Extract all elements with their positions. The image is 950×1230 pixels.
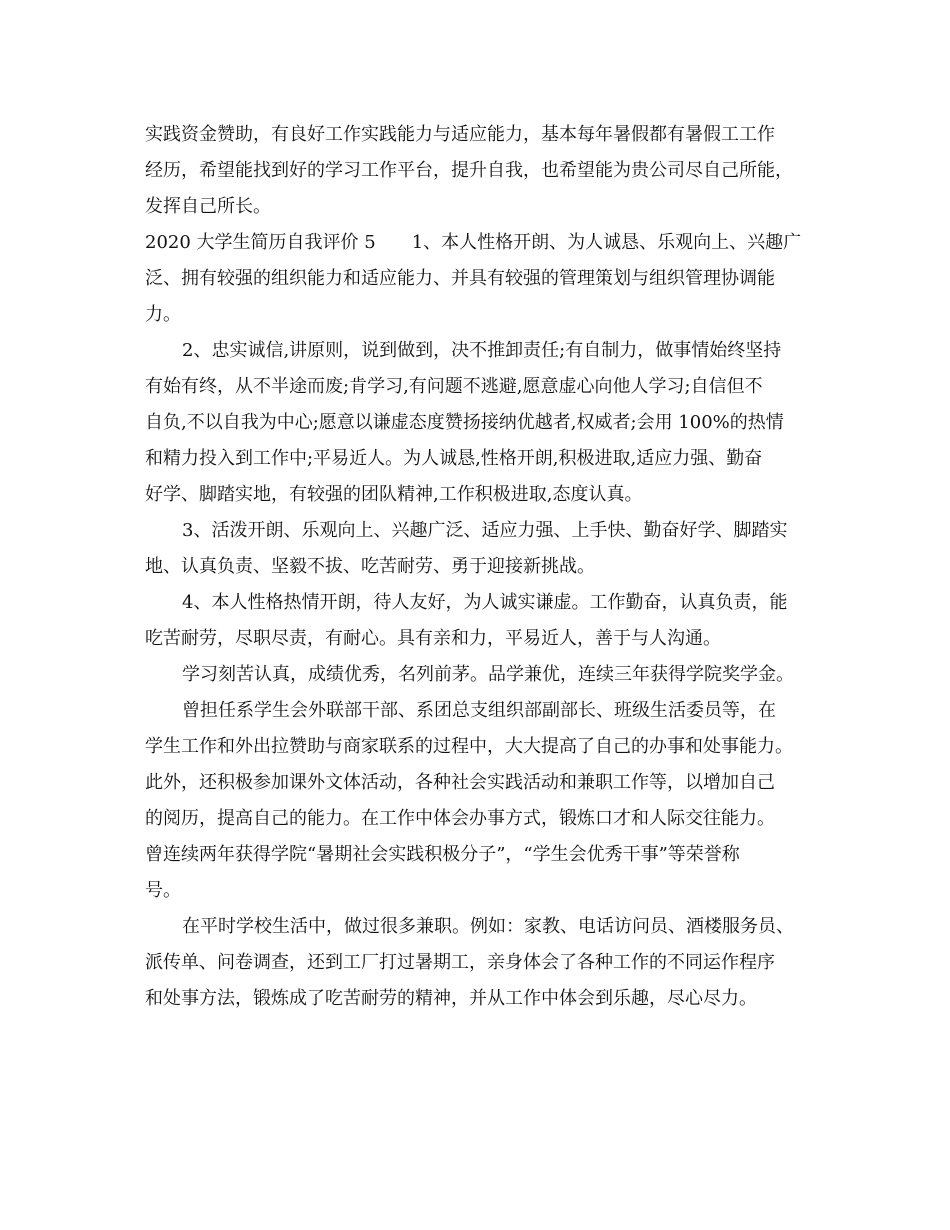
section-heading-line: 2020 大学生简历自我评价 5 1、本人性格开朗、为人诚恳、乐观向上、兴趣广	[145, 232, 802, 253]
text-line: 号。	[145, 880, 181, 901]
paragraph-start-line: 曾担任系学生会外联部干部、系团总支组织部副部长、班级生活委员等，在	[182, 700, 776, 721]
paragraph-start-line: 学习刻苦认真，成绩优秀，名列前茅。品学兼优，连续三年获得学院奖学金。	[182, 664, 794, 685]
text-line: 学生工作和外出拉赞助与商家联系的过程中，大大提高了自己的办事和处事能力。	[145, 736, 793, 757]
text-line: 有始有终，从不半途而废;肯学习,有问题不逃避,愿意虚心向他人学习;自信但不	[145, 376, 763, 397]
text-line: 实践资金赞助，有良好工作实践能力与适应能力，基本每年暑假都有暑假工工作	[145, 124, 775, 145]
document-body	[145, 117, 807, 1017]
paragraph-start-line: 3、活泼开朗、乐观向上、兴趣广泛、适应力强、上手快、勤奋好学、脚踏实	[182, 520, 788, 541]
paragraph-start-line: 4、本人性格热情开朗，待人友好，为人诚实谦虚。工作勤奋，认真负责，能	[182, 592, 788, 613]
text-line: 经历，希望能找到好的学习工作平台，提升自我，也希望能为贵公司尽自己所能，	[145, 160, 793, 181]
text-line: 力。	[145, 304, 181, 325]
text-line: 的阅历，提高自己的能力。在工作中体会办事方式，锻炼口才和人际交往能力。	[145, 808, 775, 829]
text-line: 地、认真负责、坚毅不拔、吃苦耐劳、勇于迎接新挑战。	[145, 556, 595, 577]
text-line: 好学、脚踏实地，有较强的团队精神,工作积极进取,态度认真。	[145, 484, 643, 505]
text-line: 派传单、问卷调查，还到工厂打过暑期工，亲身体会了各种工作的不同运作程序	[145, 952, 775, 973]
text-line: 泛、拥有较强的组织能力和适应能力、并具有较强的管理策划与组织管理协调能	[145, 268, 775, 289]
text-line: 和精力投入到工作中;平易近人。为人诚恳,性格开朗,积极进取,适应力强、勤奋	[145, 448, 763, 469]
paragraph-start-line: 2、忠实诚信,讲原则，说到做到，决不推卸责任;有自制力，做事情始终坚持	[182, 340, 782, 361]
text-line: 此外，还积极参加课外文体活动，各种社会实践活动和兼职工作等，以增加自己	[145, 772, 775, 793]
text-line: 发挥自己所长。	[145, 196, 271, 217]
paragraph-start-line: 在平时学校生活中，做过很多兼职。例如：家教、电话访问员、酒楼服务员、	[182, 916, 794, 937]
text-line: 自负,不以自我为中心;愿意以谦虚态度赞扬接纳优越者,权威者;会用 100%的热情	[145, 412, 784, 433]
text-line: 曾连续两年获得学院“暑期社会实践积极分子”，“学生会优秀干事”等荣誉称	[145, 844, 740, 865]
text-line: 和处事方法，锻炼成了吃苦耐劳的精神，并从工作中体会到乐趣，尽心尽力。	[145, 988, 757, 1009]
text-line: 吃苦耐劳，尽职尽责，有耐心。具有亲和力，平易近人，善于与人沟通。	[145, 628, 721, 649]
